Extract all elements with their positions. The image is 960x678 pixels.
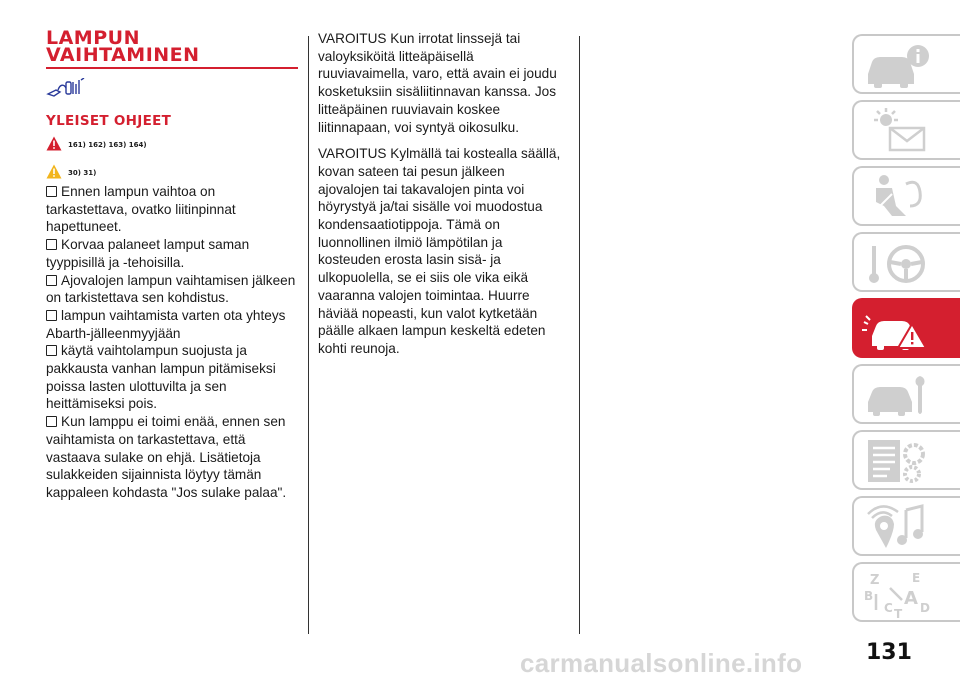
- tab-multimedia[interactable]: [852, 496, 960, 556]
- danger-triangle-icon: [46, 136, 62, 151]
- caution-references: 30) 31): [68, 169, 97, 177]
- instruction-list: [46, 183, 298, 502]
- column-divider-left: [308, 36, 309, 634]
- list-item: käytä vaihtolampun suojusta ja pakkausta vanhan lampun pitämiseksi poissa lasten ulottuvilta ja sen heittämiseksi pois.: [46, 343, 276, 412]
- lamp-replacement-icon: [46, 78, 90, 100]
- warning-paragraph-screwdriver: VAROITUS Kun irrotat linssejä tai valoyksiköitä litteäpäisellä ruuviavaimella, varo, että avain ei joudu kosketuksiin sisäliitinnavan kanssa. Jos litteäpäinen ruuviavain koskee liitinnapaan, voi syntyä oikosulku.: [318, 31, 557, 135]
- index-letter: T: [894, 607, 903, 618]
- seat-airbag-icon: [862, 172, 934, 222]
- caution-warning-references: [46, 163, 298, 179]
- index-letter: B: [864, 589, 874, 603]
- left-column: [46, 27, 298, 502]
- checkbox-bullet-icon: [46, 345, 57, 356]
- watermark: carmanualsonline.info: [520, 648, 803, 678]
- index-letter: Z: [870, 573, 880, 588]
- car-info-icon: [862, 40, 934, 90]
- car-emergency-icon: [862, 304, 934, 354]
- tab-safety[interactable]: [852, 166, 960, 226]
- tab-starting-driving[interactable]: [852, 232, 960, 292]
- title-underline: [46, 67, 298, 69]
- list-item: Kun lamppu ei toimi enää, ennen sen vaihtamista on tarkastettava, että vastaava sulake on ehjä. Lisätietoja sulakkeiden sijainnista löytyy tämän kappaleen kohdasta "Jos sulake palaa".: [46, 414, 287, 500]
- tab-technical-specifications[interactable]: [852, 430, 960, 490]
- danger-references: 161) 162) 163) 164): [68, 141, 147, 149]
- list-item: Ennen lampun vaihtoa on tarkastettava, ovatko liitinpinnat hapettuneet.: [46, 184, 236, 235]
- warning-paragraph-condensation: VAROITUS Kylmällä tai kostealla säällä, kovan sateen tai pesun jälkeen ajovalojen tai takavalojen pinta voi höyrystyä ja/tai sisälle voi muodostua kondensaatiotippoja. Tämä on luonnollinen ilmiö lämpötilan ja kosteuden erosta lasin sisä- ja ulkopuolella, se ei siis ole vika eikä vaaranna valojen toimintaa. Huurre häviää nopeasti, kun valot kytketään päälle alkaen lampun keskeltä edeten kohti reunoja.: [318, 146, 561, 356]
- multimedia-icon: [862, 502, 934, 552]
- checkbox-bullet-icon: [46, 186, 57, 197]
- caution-triangle-icon: [46, 164, 62, 179]
- checkbox-bullet-icon: [46, 275, 57, 286]
- column-divider-right: [579, 36, 580, 634]
- list-item: lampun vaihtamista varten ota yhteys Abarth-jälleenmyyjään: [46, 307, 286, 341]
- danger-warning-references: [46, 135, 298, 151]
- index-letter: A: [904, 588, 918, 609]
- section-title-line-2: VAIHTAMINEN: [46, 44, 200, 66]
- tab-index[interactable]: [852, 562, 960, 622]
- subsection-title: YLEISET OHJEET: [46, 113, 172, 129]
- list-item: Ajovalojen lampun vaihtamisen jälkeen on tarkistettava sen kohdistus.: [46, 272, 296, 306]
- checkbox-bullet-icon: [46, 416, 57, 427]
- list-item: Korvaa palaneet lamput saman tyyppisillä ja -tehoisilla.: [46, 237, 250, 270]
- warning-lights-envelope-icon: [862, 106, 934, 156]
- tab-servicing-care[interactable]: [852, 364, 960, 424]
- chapter-tabs: [852, 34, 960, 628]
- checkbox-bullet-icon: [46, 239, 57, 250]
- tab-warning-lights[interactable]: [852, 100, 960, 160]
- spec-sheet-gears-icon: [862, 436, 934, 486]
- tab-vehicle-overview[interactable]: [852, 34, 960, 94]
- tab-in-an-emergency[interactable]: [852, 298, 960, 358]
- alphabetical-index-icon: [862, 568, 934, 618]
- car-wrench-icon: [862, 370, 934, 420]
- index-letter: D: [920, 601, 930, 615]
- index-letter: C: [884, 601, 893, 615]
- right-column: [318, 30, 568, 367]
- section-title: [46, 27, 298, 66]
- page-number: 131: [866, 640, 912, 665]
- index-letter: E: [912, 571, 921, 585]
- key-steering-wheel-icon: [862, 238, 934, 288]
- checkbox-bullet-icon: [46, 310, 57, 321]
- section-title-line-1: LAMPUN: [46, 27, 140, 49]
